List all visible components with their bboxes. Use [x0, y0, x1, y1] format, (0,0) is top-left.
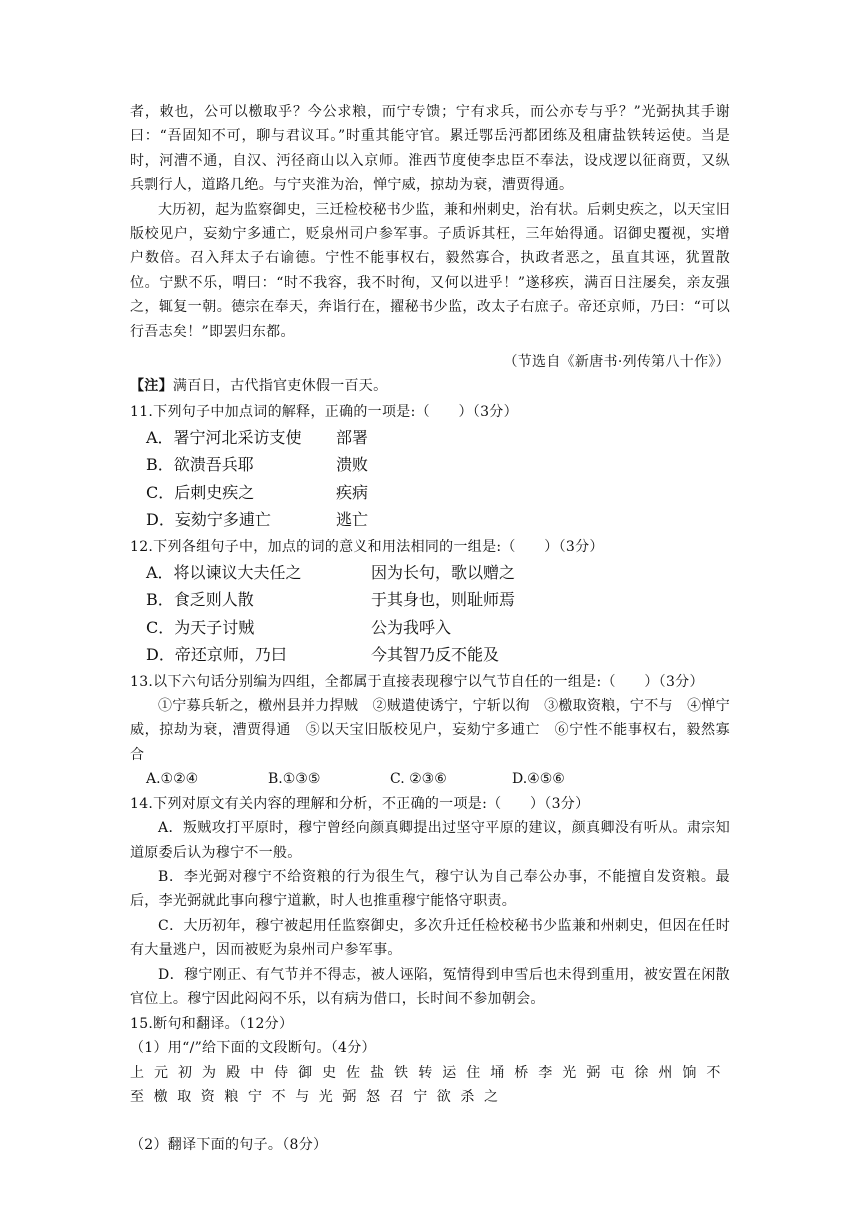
q15-punctuation-text: 上元初为殿中侍御史佐盐铁转运住埇桥李光弼屯徐州饷不至檄取资粮宁不与光弼怒召宁欲杀之: [130, 1064, 730, 1105]
q11-option-b: B．欲溃吾兵耶 溃败: [146, 455, 369, 475]
passage-paragraph-1: 者，敕也，公可以檄取乎？今公求粮，而宁专馈；宁有求兵，而公亦专与乎？”光弼执其手谢曰：“吾固知不可，聊与君议耳。”时重其能守官。累迁鄂岳沔都团练及租庸盐铁转运使。当是时，河漕不通，自汉、沔径商山以入京师。淮西节度使李忠臣不奉法，设戍逻以征商贾，又纵兵剽行人，道路几绝。与宁夹淮为治，惮宁威，掠劫为衰，漕贾得通。: [130, 104, 730, 194]
question-11-stem: 11.下列句子中加点词的解释，正确的一项是:（ ）（3分）: [130, 403, 518, 420]
note-label: 【注】: [130, 378, 173, 395]
q13-choice-c: C. ②③⑥: [390, 771, 447, 788]
q11-option-a: A．署宁河北采访支使 部署: [146, 427, 369, 447]
passage-note: [130, 374, 730, 398]
q12-option-b: B．食乏则人散 于其身也，则耻师焉: [146, 590, 516, 610]
q15-sub1: （1）用“/”给下面的文段断句。（4分）: [130, 1040, 376, 1057]
q14-option-c: C．大历初年，穆宁被起用任监察御史，多次升迁任检校秘书少监兼和州刺史，但因在任时有大量逃户，因而被贬为泉州司户参军事。: [130, 917, 730, 959]
q14-option-d: D．穆宁刚正、有气节并不得志，被人诬陷，冤情得到申雪后也未得到重用，被安置在闲散官位上。穆宁因此闷闷不乐，以有病为借口，长时间不参加朝会。: [130, 966, 730, 1007]
question-15-stem: 15.断句和翻译。（12分）: [130, 1016, 294, 1033]
q14-option-a: A．叛贼攻打平原时，穆宁曾经向颜真卿提出过坚守平原的建议，颜真卿没有听从。肃宗知道原委后认为穆宁不一般。: [130, 820, 730, 861]
question-13-stem: 13.以下六句话分别编为四组，全都属于直接表现穆宁以气节自任的一组是:（ ）（3分）: [130, 673, 704, 690]
q12-option-d: D．帝还京师，乃曰 今其智乃反不能及: [146, 645, 500, 665]
question-14-stem: 14.下列对原文有关内容的理解和分析，不正确的一项是:（ ）（3分）: [130, 796, 590, 813]
exam-page: [130, 100, 730, 1157]
q13-choices: [146, 767, 730, 791]
q11-option-d: D．妄劾宁多逋亡 逃亡: [146, 510, 369, 530]
q13-choice-a: A.①②④: [146, 771, 199, 788]
question-12-stem: 12.下列各组句子中，加点的词的意义和用法相同的一组是:（ ）（3分）: [130, 538, 604, 555]
passage-source: （节选自《新唐书·列传第八十作》）: [503, 354, 730, 371]
q14-option-b: B．李光弼对穆宁不给资粮的行为很生气，穆宁认为自己奉公办事，不能擅自发资粮。最后，李光弼就此事向穆宁道歉，时人也推重穆宁能恪守职责。: [130, 868, 730, 910]
passage-paragraph-2: 大历初，起为监察御史，三迁检校秘书少监，兼和州刺史，治有状。后刺史疾之，以天宝旧版校见户，妄劾宁多逋亡，贬泉州司户参军事。子质诉其枉，三年始得通。诏御史覆视，实增户数倍。召入拜太子右谕德。宁性不能事权右，毅然寡合，执政者恶之，虽直其诬，犹置散位。宁默不乐，喟曰：“时不我容，我不时徇，又何以进乎！”遂移疾，满百日注屡矣，亲友强之，辄复一朝。德宗在奉天，奔诣行在，擢秘书少监，改太子右庶子。帝还京师，乃曰：“可以行吾志矣！”即罢归东都。: [130, 201, 730, 340]
q11-option-c: C．后刺史疾之 疾病: [146, 482, 369, 502]
q13-choice-b: B.①③⑤: [268, 771, 321, 788]
q13-choice-d: D.④⑤⑥: [512, 771, 565, 788]
q12-option-a: A．将以谏议大夫任之 因为长句，歌以赠之: [146, 562, 516, 582]
note-text: 满百日，古代指官吏休假一百天。: [172, 378, 388, 395]
q12-option-c: C．为天子讨贼 公为我呼入: [146, 617, 452, 637]
q15-sub2: （2）翻译下面的句子。（8分）: [130, 1136, 328, 1153]
question-13-body: ①宁募兵斩之，檄州县并力捍贼 ②贼遣使诱宁，宁斩以徇 ③檄取资粮，宁不与 ④惮宁威，掠劫为衰，漕贾得通 ⑤以天宝旧版校见户，妄劾宁多逋亡 ⑥宁性不能事权右，毅然寡合: [130, 697, 730, 763]
